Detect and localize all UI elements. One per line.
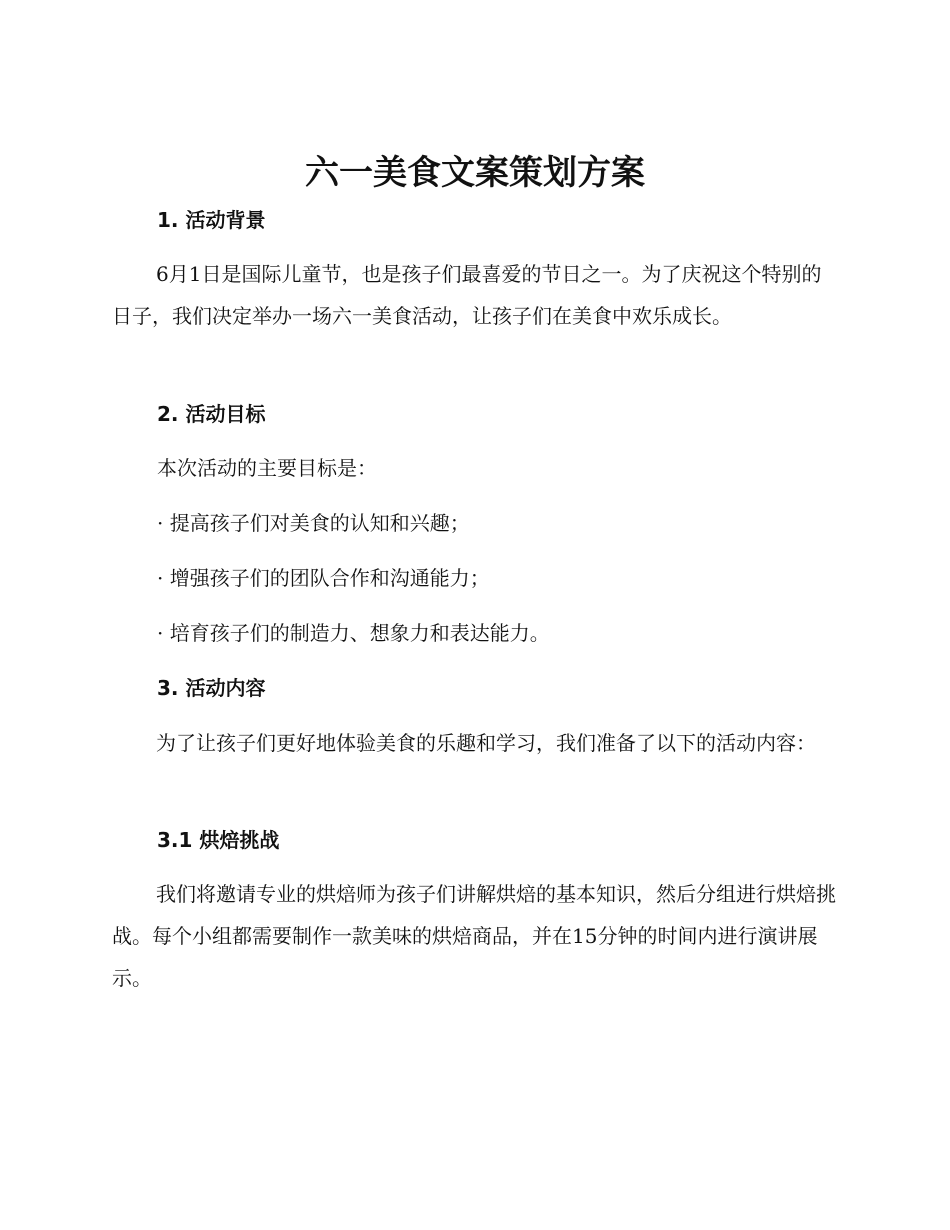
section-heading-background: 1. 活动背景 <box>157 208 266 232</box>
goal-bullet-1: · 提高孩子们对美食的认知和兴趣； <box>157 511 470 535</box>
section-paragraph-background: 6月1日是国际儿童节，也是孩子们最喜爱的节日之一。为了庆祝这个特别的日子，我们决定举办一场六一美食活动，让孩子们在美食中欢乐成长。 <box>112 262 822 328</box>
goal-bullet-2: · 增强孩子们的团队合作和沟通能力； <box>157 566 490 590</box>
goals-intro: 本次活动的主要目标是： <box>157 456 377 480</box>
subsection-paragraph-baking: 我们将邀请专业的烘焙师为孩子们讲解烘焙的基本知识，然后分组进行烘焙挑战。每个小组都需要制作一款美味的烘焙商品，并在15分钟的时间内进行演讲展示。 <box>112 882 836 990</box>
section-heading-goals: 2. 活动目标 <box>157 402 266 426</box>
section-heading-content: 3. 活动内容 <box>157 676 266 700</box>
section-paragraph-content: 为了让孩子们更好地体验美食的乐趣和学习，我们准备了以下的活动内容： <box>156 731 816 755</box>
document-title: 六一美食文案策划方案 <box>305 153 645 193</box>
subsection-heading-baking: 3.1 烘焙挑战 <box>157 828 280 852</box>
goal-bullet-3: · 培育孩子们的制造力、想象力和表达能力。 <box>157 621 550 645</box>
